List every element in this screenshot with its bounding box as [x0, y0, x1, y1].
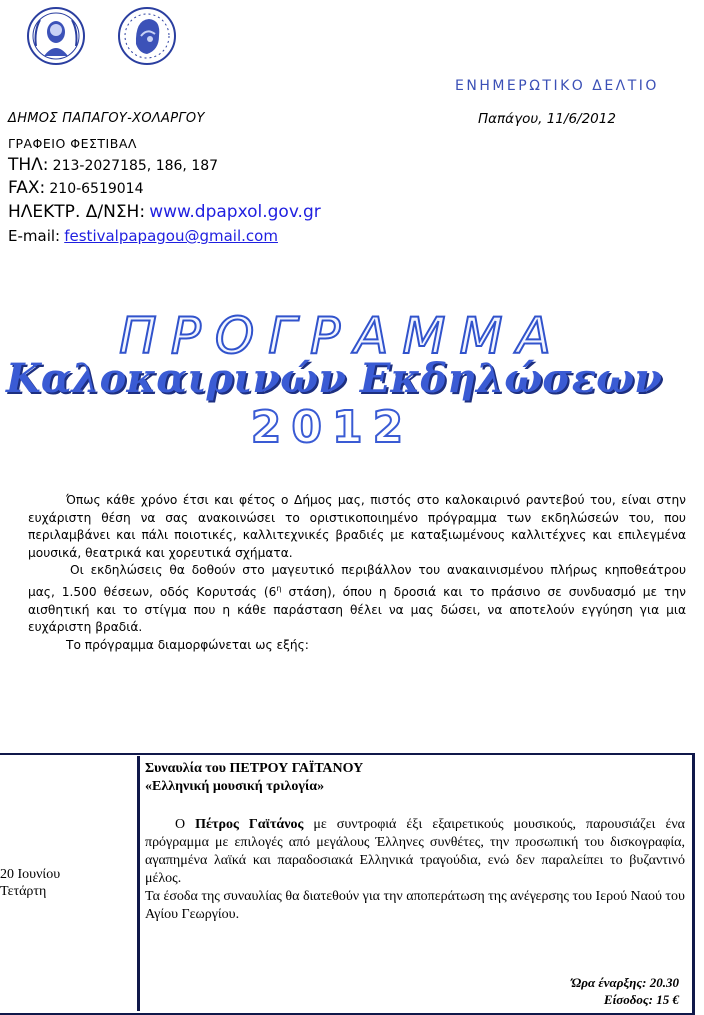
intro-ordinal-suffix: η [276, 583, 282, 593]
event-proceeds: Τα έσοδα της συναυλίας θα διατεθούν για την αποπεράτωση της ανέγερσης του Ιερού Ναού του Αγίου Γεωργίου. [145, 889, 685, 922]
intro-paragraph-2 [28, 562, 686, 636]
event-desc-paragraph [145, 816, 685, 888]
intro-text [28, 492, 686, 654]
table-divider [137, 756, 140, 1011]
event-description [145, 816, 685, 924]
event-desc-start: Ο [175, 817, 196, 832]
event-artist: Πέτρος Γαϊτάνος [195, 817, 304, 832]
event-details [145, 760, 685, 924]
intro-paragraph-1: Όπως κάθε χρόνο έτσι και φέτος ο Δήμος μας, πιστός στο καλοκαιρινό ραντεβού του, είναι στην ευχάριστη θέση να σας ανακοινώσει το οριστικοποιημένο πρόγραμμα των εκδηλώσεών του, που περιλαμβάνει και πάλι ποιοτικές, καλλιτεχνικές βραδιές με καταξιωμένους καλλιτέχνες και επιλεγμένα μουσικά, θεατρικά και χορευτικά σχήματα. [28, 493, 686, 560]
phone-value: 213-2027185, 186, 187 [52, 158, 219, 174]
municipality-seal-right-icon [117, 6, 177, 66]
event-date: 20 Ιουνίου [0, 867, 61, 882]
email-link[interactable]: festivalpapagou@gmail.com [64, 227, 278, 245]
municipality-seal-left-icon [26, 6, 86, 66]
program-subtitle: Καλοκαιρινών Εκδηλώσεων [6, 355, 662, 402]
event-date-cell [0, 866, 60, 900]
intro-paragraph-2-start: Οι εκδηλώσεις θα δοθούν στο μαγευτικό περιβάλλον του ανακαινισμένου πλήρως κηποθεάτρου μας, 1.500 θέσεων, οδός Κορυτσάς (6 [28, 563, 686, 600]
municipality-name: ΔΗΜΟΣ ΠΑΠΑΓΟΥ-ΧΟΛΑΡΓΟΥ [8, 111, 205, 126]
event-desc-rest: με συντροφιά έξι εξαιρετικούς μουσικούς, παρουσιάζει ένα πρόγραμμα με επιλογές από μεγάλους Έλληνες συνθέτες, την προσωπική του δισκογραφία, αγαπημένα λαϊκά και παραδοσιακά Ελληνικά τραγούδια, ενώ δεν παραλείπει το βυζαντινό μέλος. [145, 817, 685, 886]
intro-paragraph-2-end: στάση), όπου η δροσιά και το πράσινο σε συνδυασμό με την αισθητική και το στίγμα που η κάθε παράσταση θέλει να μας δώσει, να αποτελούν εγγύηση για μια ευχάριστη βραδιά. [28, 585, 686, 635]
email-line [8, 227, 278, 245]
event-subtitle: «Ελληνική μουσική τριλογία» [145, 779, 325, 794]
website-line [8, 202, 321, 222]
email-label: E-mail: [8, 227, 61, 245]
event-title: Συναυλία του ΠΕΤΡΟΥ ΓΑΪΤΑΝΟΥ [145, 761, 364, 776]
fax-line [8, 178, 144, 198]
fax-value: 210-6519014 [49, 181, 144, 197]
event-start-time: Ώρα έναρξης: 20.30 [571, 975, 679, 990]
phone-line [8, 155, 218, 175]
website-label: ΗΛΕΚΤΡ. Δ/ΝΣΗ: [8, 202, 146, 222]
bulletin-label: ΕΝΗΜΕΡΩΤΙΚΟ ΔΕΛΤΙΟ [455, 78, 659, 94]
program-title: ΠΡΟΓΡΑΜΜΑ [119, 307, 565, 365]
fax-label: FAX: [8, 178, 46, 198]
website-link[interactable]: www.dpapxol.gov.gr [149, 202, 321, 222]
event-start-info [571, 974, 679, 1008]
event-entry-price: Είσοδος: 15 € [603, 992, 679, 1007]
festival-office: ΓΡΑΦΕΙΟ ΦΕΣΤΙΒΑΛ [8, 136, 137, 151]
event-weekday: Τετάρτη [0, 884, 47, 899]
intro-paragraph-3: Το πρόγραμμα διαμορφώνεται ως εξής: [66, 637, 309, 652]
phone-label: ΤΗΛ: [8, 155, 49, 175]
program-year: 2012 [250, 402, 414, 453]
document-date: Παπάγου, 11/6/2012 [478, 111, 616, 127]
